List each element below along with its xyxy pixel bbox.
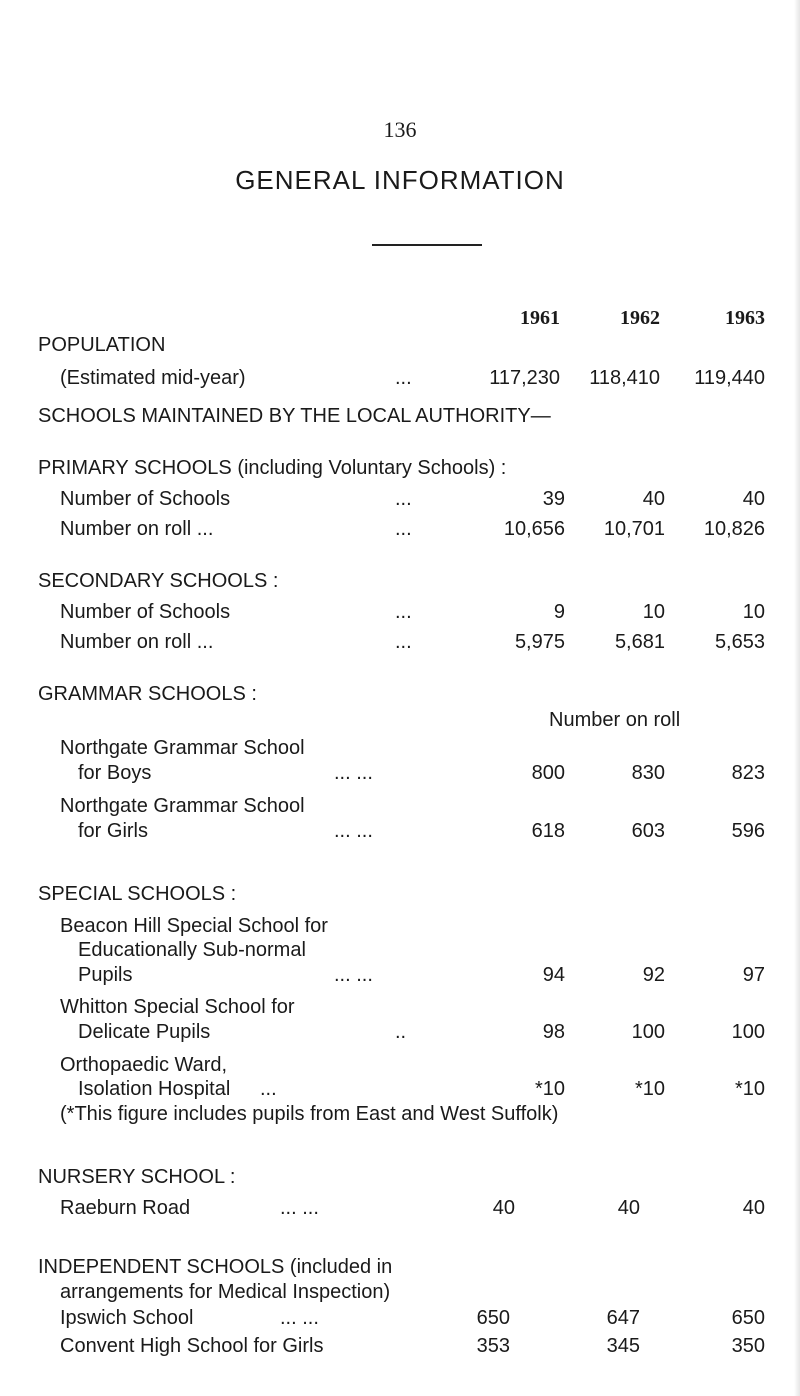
grammar-boys-label-1: Northgate Grammar School — [60, 737, 305, 759]
nursery-raeburn-1962: 40 — [617, 1197, 640, 1219]
independent-convent-1962: 345 — [606, 1335, 640, 1357]
grammar-girls-1961: 618 — [531, 820, 565, 842]
special-whitton-1962: 100 — [631, 1021, 665, 1043]
primary-schools-1961: 39 — [542, 488, 565, 510]
special-heading: SPECIAL SCHOOLS : — [38, 883, 237, 905]
independent-ipswich-label: Ipswich School — [60, 1307, 194, 1329]
primary-heading: PRIMARY SCHOOLS (including Voluntary Schools) : — [38, 457, 507, 479]
population-1962: 118,410 — [589, 367, 660, 389]
special-ortho-1962: *10 — [634, 1078, 665, 1100]
nursery-raeburn-1961: 40 — [492, 1197, 515, 1219]
special-beacon-1961: 94 — [542, 964, 565, 986]
special-ortho-label-1: Orthopaedic Ward, — [60, 1054, 228, 1076]
special-ortho-label-2: Isolation Hospital — [78, 1078, 231, 1100]
independent-heading-1: INDEPENDENT SCHOOLS (included in — [38, 1256, 393, 1278]
population-heading: POPULATION — [38, 334, 166, 356]
primary-schools-1962: 40 — [642, 488, 665, 510]
grammar-boys-label-2: for Boys — [78, 762, 152, 784]
independent-convent-1961: 353 — [476, 1335, 510, 1357]
special-footnote: (*This figure includes pupils from East and West Suffolk) — [60, 1103, 559, 1125]
page-title: GENERAL INFORMATION — [235, 165, 565, 195]
population-dots: ... — [395, 367, 412, 389]
secondary-roll-dots: ... — [395, 631, 412, 653]
grammar-girls-dots: ... ... — [334, 820, 373, 842]
grammar-girls-1963: 596 — [731, 820, 765, 842]
population-1961: 117,230 — [489, 367, 560, 389]
grammar-girls-label-2: for Girls — [78, 820, 148, 842]
title-rule — [372, 244, 482, 246]
grammar-heading: GRAMMAR SCHOOLS : — [38, 683, 257, 705]
primary-roll-1962: 10,701 — [603, 518, 665, 540]
secondary-roll-1962: 5,681 — [614, 631, 665, 653]
primary-schools-dots: ... — [395, 488, 412, 510]
primary-schools-1963: 40 — [742, 488, 765, 510]
special-beacon-1963: 97 — [742, 964, 765, 986]
independent-ipswich-1962: 647 — [606, 1307, 640, 1329]
secondary-roll-1961: 5,975 — [514, 631, 565, 653]
special-whitton-1961: 98 — [542, 1021, 565, 1043]
nursery-raeburn-1963: 40 — [742, 1197, 765, 1219]
independent-ipswich-1961: 650 — [476, 1307, 510, 1329]
primary-roll-dots: ... — [395, 518, 412, 540]
independent-convent-1963: 350 — [731, 1335, 765, 1357]
secondary-heading: SECONDARY SCHOOLS : — [38, 570, 279, 592]
nursery-heading: NURSERY SCHOOL : — [38, 1166, 236, 1188]
special-beacon-label-3: Pupils — [78, 964, 133, 986]
primary-roll-label: Number on roll ... — [60, 518, 214, 540]
special-ortho-1963: *10 — [734, 1078, 765, 1100]
schools-heading: SCHOOLS MAINTAINED BY THE LOCAL AUTHORITY— — [38, 405, 551, 427]
grammar-boys-1963: 823 — [731, 762, 765, 784]
special-whitton-label-1: Whitton Special School for — [60, 996, 295, 1018]
special-beacon-1962: 92 — [642, 964, 665, 986]
special-ortho-1961: *10 — [534, 1078, 565, 1100]
nursery-raeburn-dots: ... ... — [280, 1197, 319, 1219]
year-header-1961: 1961 — [520, 307, 560, 329]
secondary-roll-label: Number on roll ... — [60, 631, 214, 653]
grammar-boys-1962: 830 — [631, 762, 665, 784]
population-1963: 119,440 — [694, 367, 765, 389]
special-beacon-label-1: Beacon Hill Special School for — [60, 915, 328, 937]
special-ortho-dots: ... — [260, 1078, 277, 1100]
special-beacon-label-2: Educationally Sub-normal — [78, 939, 306, 961]
secondary-schools-1961: 9 — [553, 601, 565, 623]
independent-ipswich-dots: ... ... — [280, 1307, 319, 1329]
secondary-schools-1963: 10 — [742, 601, 765, 623]
secondary-schools-dots: ... — [395, 601, 412, 623]
primary-roll-1961: 10,656 — [503, 518, 565, 540]
primary-schools-label: Number of Schools — [60, 488, 231, 510]
special-beacon-dots: ... ... — [334, 964, 373, 986]
independent-heading-2: arrangements for Medical Inspection) — [60, 1281, 391, 1303]
grammar-boys-1961: 800 — [531, 762, 565, 784]
special-whitton-dots: .. — [395, 1021, 407, 1043]
year-header-1962: 1962 — [620, 307, 660, 329]
grammar-girls-label-1: Northgate Grammar School — [60, 795, 305, 817]
secondary-roll-1963: 5,653 — [714, 631, 765, 653]
grammar-boys-dots: ... ... — [334, 762, 373, 784]
independent-ipswich-1963: 650 — [731, 1307, 765, 1329]
nursery-raeburn-label: Raeburn Road — [60, 1197, 191, 1219]
special-whitton-1963: 100 — [731, 1021, 765, 1043]
population-label: (Estimated mid-year) — [60, 367, 246, 389]
primary-roll-1963: 10,826 — [703, 518, 765, 540]
independent-convent-label: Convent High School for Girls — [60, 1335, 324, 1357]
page-number: 136 — [383, 117, 417, 142]
grammar-girls-1962: 603 — [631, 820, 665, 842]
secondary-schools-1962: 10 — [642, 601, 665, 623]
page-edge-shadow — [794, 0, 800, 1396]
special-whitton-label-2: Delicate Pupils — [78, 1021, 211, 1043]
secondary-schools-label: Number of Schools — [60, 601, 231, 623]
grammar-subheading: Number on roll — [549, 709, 681, 731]
year-header-1963: 1963 — [725, 307, 765, 329]
